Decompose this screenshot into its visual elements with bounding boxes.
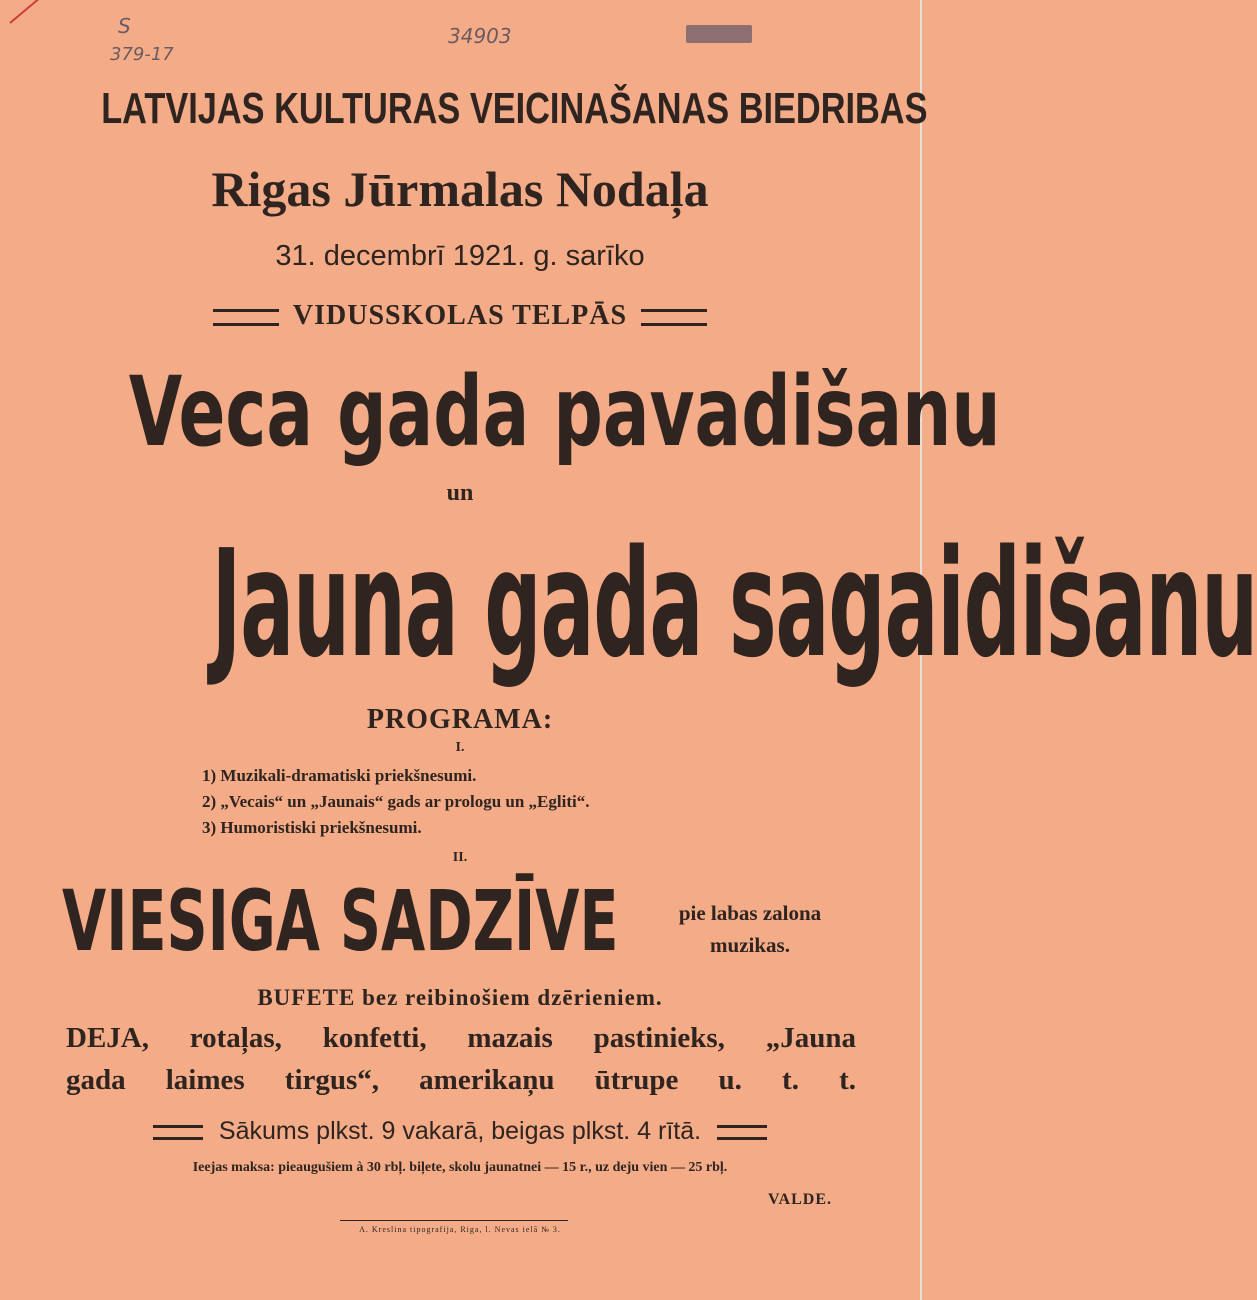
archive-mark-s: S (118, 14, 131, 38)
times-text: Sākums plkst. 9 vakarā, beigas plkst. 4 rītā. (218, 1117, 702, 1145)
event-headline-new-year: Jauna gada sagaidišanu (211, 518, 1257, 690)
library-stamp (686, 25, 752, 43)
double-rule-left (213, 309, 279, 326)
branch-title: Rigas Jūrmalas Nodaļa (211, 161, 709, 217)
deja-line-2: gada laimes tirgus“, amerikaņu ūtrupe u. t. t. (66, 1064, 856, 1096)
deja-line-1: DEJA, rotaļas, konfetti, mazais pastinieks, „Jauna (66, 1022, 856, 1054)
event-headline-old-year: Veca gada pavadišanu (128, 356, 1001, 468)
connector-un: un (446, 480, 474, 506)
printer-rule (340, 1220, 568, 1221)
signature: VALDE. (768, 1191, 832, 1208)
double-rule-right (717, 1125, 767, 1140)
program-part-2-label: II. (452, 850, 468, 865)
music-note (640, 897, 860, 961)
program-part-1-label: I. (455, 740, 465, 755)
list-item: 1) Muzikali-dramatiski priekšnesumi. (202, 766, 477, 785)
program-heading: PROGRAMA: (366, 704, 554, 735)
double-rule-left (153, 1125, 203, 1140)
archive-mark-number: 34903 (448, 24, 512, 48)
list-item: 2) „Vecais“ un „Jaunais“ gads ar prologu un „Egliti“. (202, 792, 590, 811)
times-line (0, 1117, 920, 1146)
venue-line (0, 300, 920, 332)
admission-line: Ieejas maksa: pieaugušiem à 30 rbļ. biļete, skolu jaunatnei — 15 r., uz deju vien — 25 rbļ. (192, 1160, 728, 1175)
list-item: 3) Humoristiski priekšnesumi. (202, 818, 422, 837)
organization-title: LATVIJAS KULTURAS VEICINAŠANAS BIEDRIBAS (101, 84, 928, 133)
date-line: 31. decembrī 1921. g. sarīko (275, 240, 645, 272)
archive-mark-code: 379-17 (110, 44, 174, 65)
printer-imprint: A. Kreslina tipografija, Riga, l. Nevas ielā № 3. (359, 1225, 561, 1234)
part-2-title: VIESIGA SADZĪVE (62, 872, 619, 970)
music-note-line-2: muzikas. (710, 933, 790, 957)
double-rule-right (641, 309, 707, 326)
bufete-line: BUFETE bez reibinošiem dzērieniem. (257, 985, 663, 1010)
red-pencil-mark (9, 0, 64, 24)
music-note-line-1: pie labas zalona (678, 901, 822, 925)
venue-text: VIDUSSKOLAS TELPĀS (292, 300, 628, 331)
program-part-1-list (202, 763, 589, 841)
deja-paragraph (66, 1017, 856, 1101)
